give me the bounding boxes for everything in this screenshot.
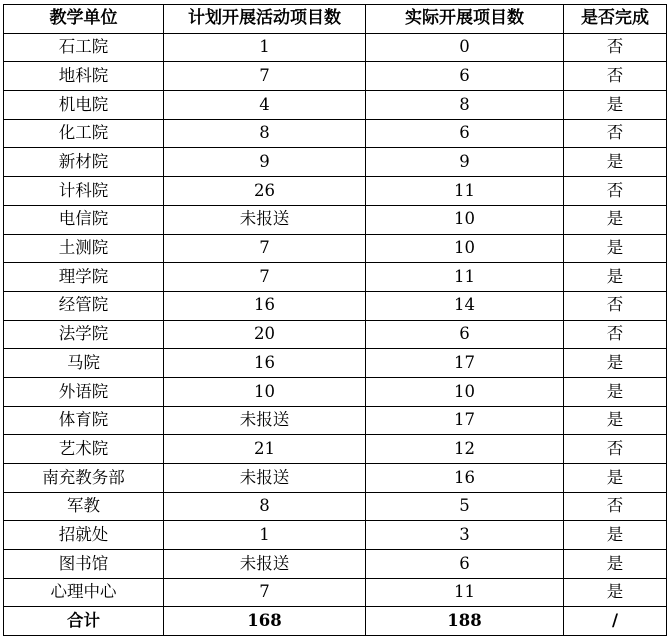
actual-cell: 6 <box>366 62 564 91</box>
unit-cell: 新材院 <box>4 148 164 177</box>
planned-cell: 未报送 <box>164 464 366 493</box>
unit-cell: 经管院 <box>4 291 164 320</box>
table-row <box>4 33 667 62</box>
actual-cell: 11 <box>366 578 564 607</box>
completed-cell: 是 <box>564 148 667 177</box>
completed-cell: 是 <box>564 550 667 579</box>
planned-cell: 未报送 <box>164 205 366 234</box>
table-row <box>4 91 667 120</box>
unit-cell: 南充教务部 <box>4 464 164 493</box>
unit-cell: 法学院 <box>4 320 164 349</box>
table-row <box>4 377 667 406</box>
actual-cell: 10 <box>366 234 564 263</box>
planned-cell: 7 <box>164 234 366 263</box>
table-row <box>4 148 667 177</box>
planned-cell: 10 <box>164 377 366 406</box>
total-planned: 168 <box>164 607 366 636</box>
table-row <box>4 62 667 91</box>
unit-cell: 心理中心 <box>4 578 164 607</box>
table-row <box>4 550 667 579</box>
planned-cell: 4 <box>164 91 366 120</box>
table-row <box>4 320 667 349</box>
actual-cell: 17 <box>366 406 564 435</box>
unit-cell: 电信院 <box>4 205 164 234</box>
table-row <box>4 234 667 263</box>
planned-cell: 21 <box>164 435 366 464</box>
planned-cell: 7 <box>164 578 366 607</box>
actual-cell: 0 <box>366 33 564 62</box>
completed-cell: 否 <box>564 435 667 464</box>
completed-cell: 否 <box>564 177 667 206</box>
unit-cell: 马院 <box>4 349 164 378</box>
planned-cell: 16 <box>164 349 366 378</box>
completed-cell: 否 <box>564 33 667 62</box>
planned-cell: 9 <box>164 148 366 177</box>
unit-cell: 图书馆 <box>4 550 164 579</box>
actual-cell: 6 <box>366 119 564 148</box>
completed-cell: 否 <box>564 62 667 91</box>
unit-cell: 地科院 <box>4 62 164 91</box>
unit-cell: 化工院 <box>4 119 164 148</box>
completed-cell: 是 <box>564 234 667 263</box>
table-row <box>4 578 667 607</box>
table-row <box>4 406 667 435</box>
completed-cell: 是 <box>564 521 667 550</box>
completed-cell: 否 <box>564 320 667 349</box>
completed-cell: 是 <box>564 205 667 234</box>
table-row <box>4 492 667 521</box>
actual-cell: 14 <box>366 291 564 320</box>
total-completed: / <box>564 607 667 636</box>
completed-cell: 是 <box>564 91 667 120</box>
planned-cell: 1 <box>164 33 366 62</box>
actual-cell: 12 <box>366 435 564 464</box>
planned-cell: 8 <box>164 119 366 148</box>
planned-cell: 未报送 <box>164 550 366 579</box>
actual-cell: 6 <box>366 320 564 349</box>
unit-cell: 石工院 <box>4 33 164 62</box>
table-row <box>4 349 667 378</box>
actual-cell: 11 <box>366 177 564 206</box>
actual-cell: 9 <box>366 148 564 177</box>
unit-cell: 计科院 <box>4 177 164 206</box>
unit-cell: 体育院 <box>4 406 164 435</box>
unit-cell: 外语院 <box>4 377 164 406</box>
unit-cell: 艺术院 <box>4 435 164 464</box>
table-row <box>4 521 667 550</box>
actual-cell: 3 <box>366 521 564 550</box>
unit-cell: 土测院 <box>4 234 164 263</box>
planned-cell: 1 <box>164 521 366 550</box>
completed-cell: 是 <box>564 464 667 493</box>
planned-cell: 8 <box>164 492 366 521</box>
planned-cell: 16 <box>164 291 366 320</box>
table-body <box>4 33 667 635</box>
total-row <box>4 607 667 636</box>
completed-cell: 是 <box>564 263 667 292</box>
unit-cell: 机电院 <box>4 91 164 120</box>
total-actual: 188 <box>366 607 564 636</box>
completed-cell: 是 <box>564 349 667 378</box>
actual-cell: 16 <box>366 464 564 493</box>
table-row <box>4 119 667 148</box>
header-row <box>4 5 667 34</box>
table-row <box>4 263 667 292</box>
unit-cell: 理学院 <box>4 263 164 292</box>
planned-cell: 未报送 <box>164 406 366 435</box>
actual-cell: 5 <box>366 492 564 521</box>
completed-cell: 是 <box>564 578 667 607</box>
completed-cell: 否 <box>564 492 667 521</box>
table-row <box>4 435 667 464</box>
actual-cell: 8 <box>366 91 564 120</box>
completed-cell: 是 <box>564 377 667 406</box>
planned-cell: 7 <box>164 263 366 292</box>
actual-cell: 10 <box>366 377 564 406</box>
planned-cell: 26 <box>164 177 366 206</box>
project-completion-table <box>3 4 667 636</box>
unit-cell: 军教 <box>4 492 164 521</box>
table-row <box>4 291 667 320</box>
header-unit: 教学单位 <box>4 5 164 34</box>
table-row <box>4 205 667 234</box>
actual-cell: 11 <box>366 263 564 292</box>
actual-cell: 10 <box>366 205 564 234</box>
unit-cell: 招就处 <box>4 521 164 550</box>
planned-cell: 7 <box>164 62 366 91</box>
actual-cell: 6 <box>366 550 564 579</box>
completed-cell: 否 <box>564 119 667 148</box>
table-container <box>3 4 667 636</box>
planned-cell: 20 <box>164 320 366 349</box>
header-planned: 计划开展活动项目数 <box>164 5 366 34</box>
table-row <box>4 177 667 206</box>
completed-cell: 是 <box>564 406 667 435</box>
header-actual: 实际开展项目数 <box>366 5 564 34</box>
actual-cell: 17 <box>366 349 564 378</box>
total-label: 合计 <box>4 607 164 636</box>
table-row <box>4 464 667 493</box>
completed-cell: 否 <box>564 291 667 320</box>
header-completed: 是否完成 <box>564 5 667 34</box>
